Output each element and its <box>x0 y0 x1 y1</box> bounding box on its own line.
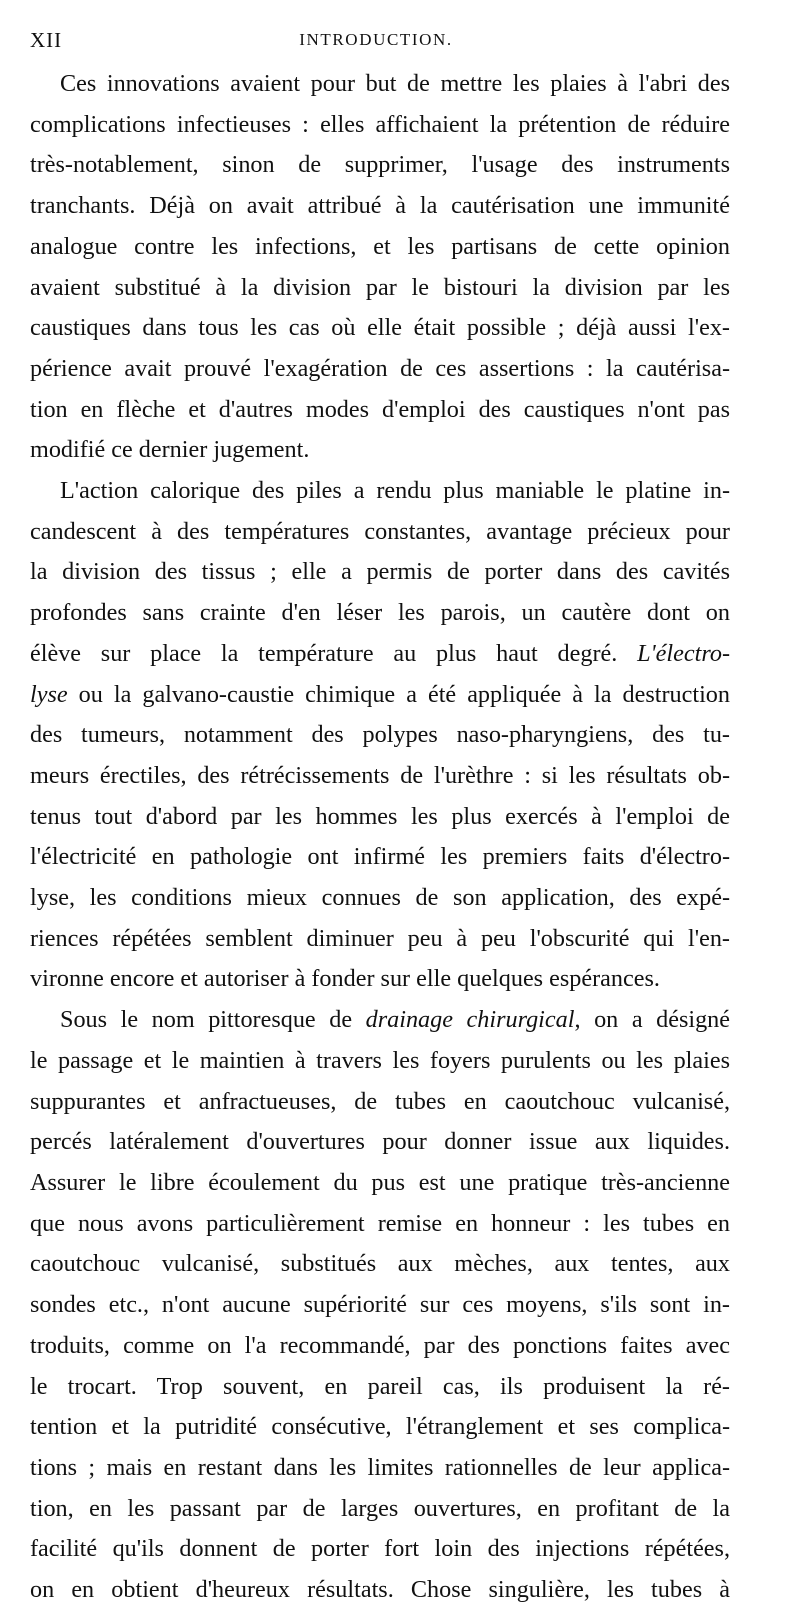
text-line <box>30 268 730 309</box>
text-line <box>30 105 730 146</box>
text-run: candescent à des températures constantes, avantage précieux pour <box>30 517 730 545</box>
text-run: facilité qu'ils donnent de porter fort loin des injections répétées, <box>30 1535 730 1563</box>
text-run: on en obtient d'heureux résultats. Chose singulière, les tubes à <box>30 1576 730 1604</box>
text-line <box>30 1163 730 1204</box>
text-line <box>30 349 730 390</box>
text-line <box>30 430 730 471</box>
text-run: sondes etc., n'ont aucune supériorité sur ces moyens, s'ils sont in- <box>30 1291 730 1319</box>
text-run: Assurer le libre écoulement du pus est une pratique très-ancienne <box>30 1168 730 1196</box>
text-line <box>30 1367 730 1408</box>
text-line <box>30 390 730 431</box>
text-run: lyse, les conditions mieux connues de son application, des expé- <box>30 884 730 912</box>
text-run: troduits, comme on l'a recommandé, par des ponctions faites avec <box>30 1331 730 1359</box>
text-run: L'action calorique des piles a rendu plus maniable le platine in- <box>60 477 730 505</box>
text-run: modifié ce dernier jugement. <box>30 436 310 464</box>
text-line <box>30 1000 730 1041</box>
page-number: XII <box>30 28 63 52</box>
text-run: tention et la putridité consécutive, l'étranglement et ses complica- <box>30 1413 730 1441</box>
text-run: vironne encore et autoriser à fonder sur elle quelques espérances. <box>30 965 660 993</box>
text-line <box>30 1204 730 1245</box>
text-line <box>30 308 730 349</box>
text-line <box>30 797 730 838</box>
text-run: caoutchouc vulcanisé, substitués aux mèches, aux tentes, aux <box>30 1250 730 1278</box>
text-run: Ces innovations avaient pour but de mettre les plaies à l'abri des <box>60 70 730 97</box>
text-line <box>30 186 730 227</box>
text-run: le passage et le maintien à travers les foyers purulents ou les plaies <box>30 1046 730 1074</box>
text-line <box>30 1489 730 1530</box>
text-run: riences répétées semblent diminuer peu à peu l'obscurité qui l'en- <box>30 924 730 952</box>
text-run: tranchants. Déjà on avait attribué à la cautérisation une immunité <box>30 192 730 220</box>
page-header <box>30 28 722 58</box>
text-line <box>30 1285 730 1326</box>
text-run: tenus tout d'abord par les hommes les plus exercés à l'emploi de <box>30 802 730 830</box>
text-line <box>30 227 730 268</box>
text-run: le trocart. Trop souvent, en pareil cas, ils produisent la ré- <box>30 1372 730 1400</box>
text-run: élève sur place la température au plus haut degré. <box>30 639 638 667</box>
italic-term: drainage chirurgical <box>365 1006 575 1034</box>
text-run: , on a désigné <box>574 1006 731 1034</box>
text-run: l'électricité en pathologie ont infirmé les premiers faits d'électro- <box>30 843 730 871</box>
text-line <box>30 145 730 186</box>
text-run: très-notablement, sinon de supprimer, l'usage des instruments <box>30 151 730 179</box>
text-run: périence avait prouvé l'exagération de ces assertions : la cautérisa- <box>30 354 730 382</box>
text-run: tions ; mais en restant dans les limites rationnelles de leur applica- <box>30 1453 730 1481</box>
text-line <box>30 1244 730 1285</box>
text-line <box>30 1529 730 1570</box>
text-line <box>30 878 730 919</box>
italic-term: L'électro- <box>637 639 730 667</box>
text-run: percés latéralement d'ouvertures pour donner issue aux liquides. <box>30 1128 730 1156</box>
text-line <box>30 593 730 634</box>
text-line <box>30 1122 730 1163</box>
text-run: que nous avons particulièrement remise en honneur : les tubes en <box>30 1209 730 1237</box>
text-line <box>30 715 730 756</box>
text-line <box>30 756 730 797</box>
text-run: avaient substitué à la division par le bistouri la division par les <box>30 273 730 301</box>
text-run: la division des tissus ; elle a permis de porter dans des cavités <box>30 558 730 586</box>
text-line <box>30 64 730 105</box>
text-line <box>30 552 730 593</box>
text-run: profondes sans crainte d'en léser les parois, un cautère dont on <box>30 599 730 627</box>
text-run: caustiques dans tous les cas où elle était possible ; déjà aussi l'ex- <box>30 314 730 342</box>
text-line <box>30 1082 730 1123</box>
text-run: meurs érectiles, des rétrécissements de l'urèthre : si les résultats ob- <box>30 761 730 789</box>
text-line <box>30 1041 730 1082</box>
text-line <box>30 837 730 878</box>
text-line <box>30 959 730 1000</box>
text-line <box>30 919 730 960</box>
text-line <box>30 1570 730 1611</box>
text-line <box>30 1448 730 1489</box>
text-run: ou la galvano-caustie chimique a été appliquée à la destruction <box>67 680 730 708</box>
text-run: tion, en les passant par de larges ouvertures, en profitant de la <box>30 1494 730 1522</box>
text-line <box>30 471 730 512</box>
italic-term: lyse <box>30 680 68 708</box>
running-head: INTRODUCTION. <box>299 30 453 49</box>
text-run: Sous le nom pittoresque de <box>60 1006 366 1034</box>
text-run: analogue contre les infections, et les partisans de cette opinion <box>30 232 730 260</box>
text-line <box>30 1326 730 1367</box>
text-line <box>30 675 730 716</box>
text-run: tion en flèche et d'autres modes d'emploi des caustiques n'ont pas <box>30 395 730 423</box>
text-run: des tumeurs, notamment des polypes naso-pharyngiens, des tu- <box>30 721 730 749</box>
body-text <box>30 64 730 1611</box>
text-line <box>30 634 730 675</box>
text-line <box>30 512 730 553</box>
text-line <box>30 1407 730 1448</box>
text-run: complications infectieuses : elles affichaient la prétention de réduire <box>30 110 730 138</box>
text-run: suppurantes et anfractueuses, de tubes en caoutchouc vulcanisé, <box>30 1087 730 1115</box>
